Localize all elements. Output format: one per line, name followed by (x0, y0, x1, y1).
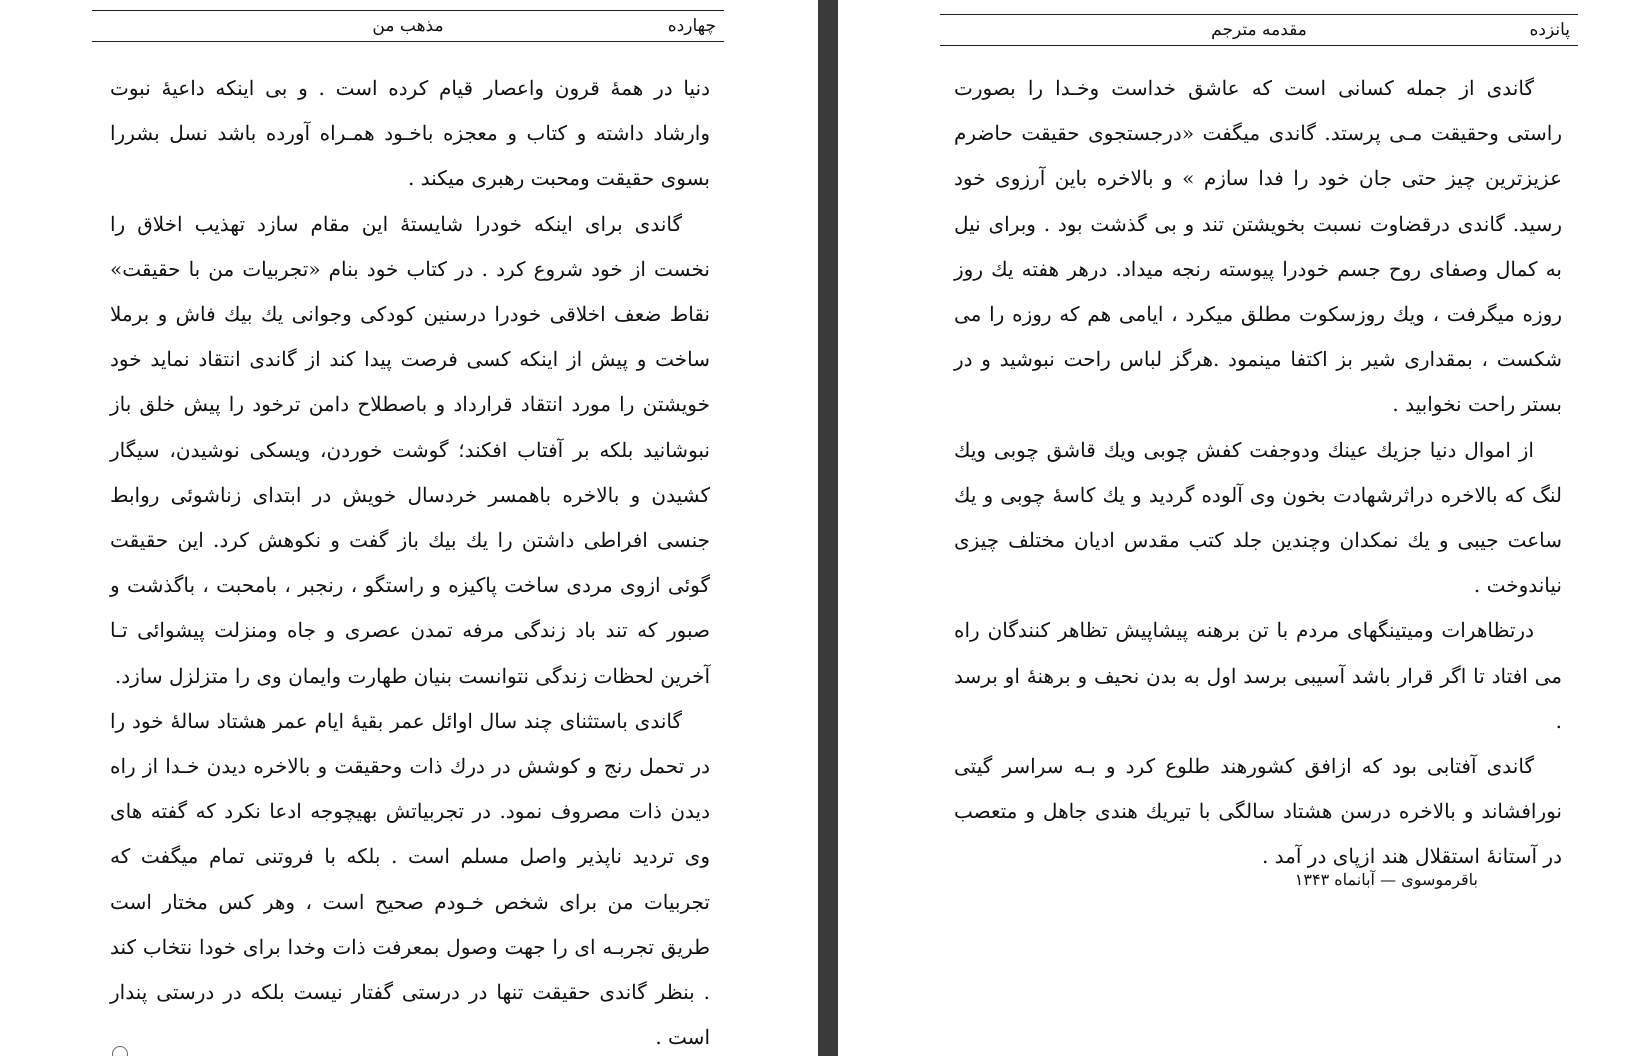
left-page-number: چهارده (667, 16, 716, 36)
left-page-body (110, 66, 710, 1056)
right-page (838, 0, 1645, 1056)
right-page-header (940, 14, 1578, 46)
left-paragraph-3: گاندی باستثنای چند سال اوائل عمر بقیهٔ ایام عمر هشتاد سالهٔ خود را در تحمل رنج و کوشش در درك ذات وحقیقت و بالاخره دیدن خـدا از راه دیدن ذات مصروف نمود. در تجربیاتش بهیچوجه ادعا نکرد که گفته های وی تردید ناپذیر واصل مسلم است . بلکه با فروتنی تمام میگفت که تجربیات من برای شخص خـودم صحیح است ، وهر کس مختار است طریق تجربـه ای را جهت وصول بمعرفت ذات وخدا برای خودا نتخاب کند . بنظر گاندی حقیقت تنها در درستی گفتار نیست بلکه در درستی پندار است . (110, 708, 710, 1050)
right-paragraph-4: گاندی آفتابی بود که ازافق کشورهند طلوع کرد و بـه سراسر گیتی نورافشاند و بالاخره درسن هشتاد سالگی با تیریك هندی جاهل و متعصب در آستانهٔ استقلال هند ازپای در آمد . (954, 754, 1562, 869)
page-corner-mark (112, 1046, 128, 1056)
left-paragraph-1: دنیا در همهٔ قرون واعصار قیام کرده است . و بی اینکه داعیهٔ نبوت وارشاد داشته و کتاب و معجزه باخـود همـراه آورده باشد نسل بشررا بسوی حقیقت ومحبت رهبری میکند . (110, 76, 710, 191)
left-page-running-title: مذهب من (372, 16, 444, 36)
left-page (0, 0, 818, 1056)
right-page-number: پانزده (1529, 20, 1570, 40)
right-paragraph-1: گاندی از جمله کسانی است که عاشق خداست وخـدا را بصورت راستی وحقیقت مـی پرستد. گاندی میگفت «درجستجوی حقیقت حاضرم عزیزترین چیز حتی جان خود را فدا سازم » و بالاخره باین آرزوی خود رسید. گاندی درقضاوت نسبت بخویشتن تند و بی گذشت بود . وبرای نیل به کمال وصفای روح جسم خودرا پیوسته رنجه میداد. درهر هفته یك روز روزه میگرفت ، ویك روزسکوت مطلق میکرد ، ایامی هم که روزه را می شکست ، بمقداری شیر بز اکتفا مینمود .هرگز لباس راحت نبوشید و در بستر راحت نخوابید . (954, 76, 1562, 417)
book-spine-gutter (818, 0, 838, 1056)
right-page-running-title: مقدمه مترجم (1211, 20, 1307, 40)
left-paragraph-2: گاندی برای اینکه خودرا شایستهٔ این مقام سازد تهذیب اخلاق را نخست از خود شروع کرد . در کتاب خود بنام «تجربیات من با حقیقت» نقاط ضعف اخلاقی خودرا درسنین کودکی وجوانی یك بیك فاش و برملا ساخت و پیش از اینکه کسی فرصت پیدا کند از گاندی انتقاد نماید خود خویشتن را مورد انتقاد قرارداد و باصطلاح دامن ترخود را پیش خلق باز نبوشانید بلکه بر آفتاب افکند؛ گوشت خوردن، ویسکی نوشیدن، سیگار کشیدن و بالاخره باهمسر خردسال خویش در ابتدای زناشوئی روابط جنسی افراطی داشتن را یك بیك باز گفت و نکوهش کرد. این حقیقت گوئی ازوی مردی ساخت پاکیزه و راستگو ، رنجبر ، بامحبت ، باگذشت و صبور که تند باد زندگی مرفه تمدن عصری و جاه ومنزلت پیشوائی تـا آخرین لحظات زندگی نتوانست بنیان طهارت وایمان وی را متزلزل سازد. (110, 211, 711, 688)
left-page-header (92, 10, 724, 42)
translator-signature: باقرموسوی — آبانماه ۱۳۴۳ (1294, 870, 1478, 889)
right-page-body (954, 66, 1562, 880)
right-paragraph-3: درتظاهرات ومیتینگهای مردم با تن برهنه پیشاپیش تظاهر کنندگان راه می افتاد تا اگر قرار باشد آسیبی برسد اول به بدن نحیف و برهنهٔ او برسد . (954, 618, 1562, 733)
right-paragraph-2: از اموال دنیا جزیك عینك ودوجفت کفش چوبی ویك قاشق چوبی ویك لنگ که بالاخره دراثرشهادت بخون وی آلوده گردید و یك کاسهٔ چوبی و یك ساعت جیبی و یك نمکدان وچندین جلد کتب مقدس ادیان مختلف چیزی نیاندوخت . (954, 437, 1562, 598)
